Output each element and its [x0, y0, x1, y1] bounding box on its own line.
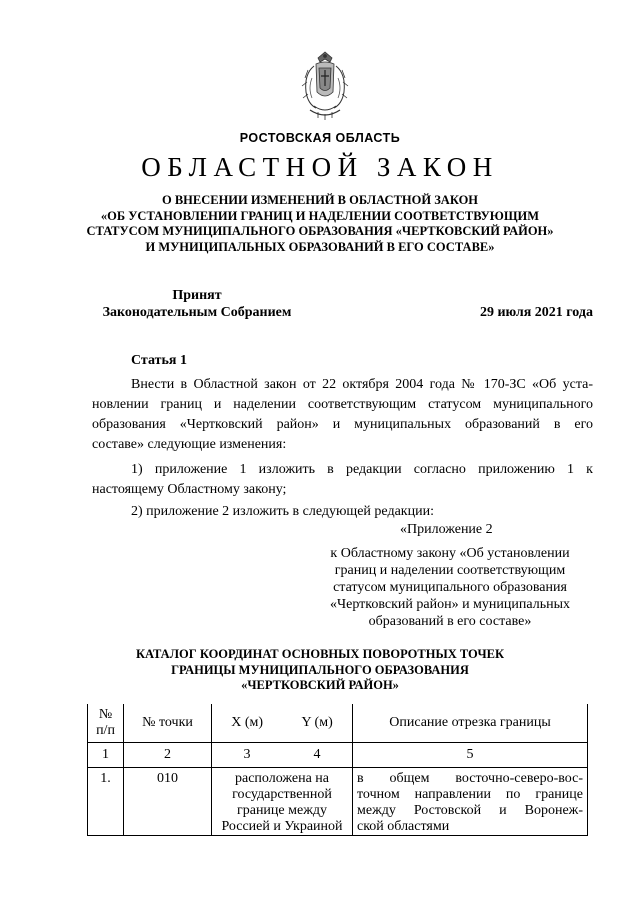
paragraph-line: 1) приложение 1 изложить в редакции согласно приложению 1 к — [131, 462, 593, 477]
header-description: Описание отрезка границы — [353, 704, 588, 743]
table-header-row — [88, 704, 588, 743]
numbering-cell: 2 — [124, 743, 212, 768]
appendix-line: к Областному закону «Об установлении — [330, 546, 570, 561]
catalog-title-line: «ЧЕРТКОВСКИЙ РАЙОН» — [241, 678, 399, 692]
amendment-item-1 — [92, 460, 593, 500]
header-point: № точки — [124, 704, 212, 743]
subtitle-line: СТАТУСОМ МУНИЦИПАЛЬНОГО ОБРАЗОВАНИЯ «ЧЕРТКОВСКИЙ РАЙОН» — [86, 224, 554, 238]
paragraph-line: 2) приложение 2 изложить в следующей редакции: — [131, 504, 434, 519]
catalog-title-line: КАТАЛОГ КООРДИНАТ ОСНОВНЫХ ПОВОРОТНЫХ ТОЧЕК — [135, 647, 505, 661]
row-point: 010 — [124, 768, 212, 836]
paragraph-line: Внести в Областной закон от 22 октября 2004 года № 170-ЗС «Об уста- — [131, 377, 593, 392]
paragraph-line: настоящему Областному закону; — [92, 482, 287, 497]
rostov-coat-of-arms-emblem — [296, 48, 354, 124]
header-number-symbol: № — [98, 707, 113, 722]
header-x: X (м) — [231, 715, 264, 730]
subtitle-line: И МУНИЦИПАЛЬНЫХ ОБРАЗОВАНИЙ В ЕГО СОСТАВЕ» — [145, 239, 495, 254]
law-subtitle — [60, 193, 580, 255]
xy-note-line: расположена на — [235, 771, 329, 786]
appendix-title: «Приложение 2 — [400, 522, 493, 537]
region-name: РОСТОВСКАЯ ОБЛАСТЬ — [239, 131, 401, 145]
table-row — [88, 768, 588, 836]
appendix-line: образований в его составе» — [368, 614, 532, 629]
numbering-cell: 4 — [313, 747, 321, 762]
adoption-block — [92, 287, 302, 321]
article-title: Статья 1 — [131, 353, 187, 368]
article-paragraph — [92, 375, 593, 455]
paragraph-line: новлении границ и наделении соответствующим статусом муниципального — [92, 397, 593, 412]
table-numbering-row — [88, 743, 588, 768]
row-number: 1. — [88, 768, 124, 836]
xy-note-line: границе между — [236, 803, 327, 818]
header-number-abbrev: п/п — [96, 723, 115, 738]
coordinates-table — [87, 704, 588, 836]
appendix-line: «Чертковский район» и муниципальных — [330, 597, 570, 612]
subtitle-line: О ВНЕСЕНИИ ИЗМЕНЕНИЙ В ОБЛАСТНОЙ ЗАКОН — [161, 193, 479, 207]
catalog-title — [60, 647, 580, 694]
description-line: в общем восточно-северо-вос- — [357, 771, 583, 786]
description-line: точном направлении по границе — [357, 787, 583, 802]
header-xy — [212, 704, 353, 743]
adoption-line: Принят — [172, 288, 222, 303]
paragraph-line: образования «Чертковский район» и муниципальных образований в его — [92, 417, 593, 432]
row-description — [353, 768, 588, 836]
catalog-title-line: ГРАНИЦЫ МУНИЦИПАЛЬНОГО ОБРАЗОВАНИЯ — [171, 662, 469, 677]
numbering-cell: 5 — [353, 743, 588, 768]
header-y: Y (м) — [301, 715, 333, 730]
subtitle-line: «ОБ УСТАНОВЛЕНИИ ГРАНИЦ И НАДЕЛЕНИИ СООТВЕТСТВУЮЩИМ — [100, 208, 540, 223]
appendix-line: статусом муниципального образования — [333, 580, 567, 595]
paragraph-line: составе» следующие изменения: — [92, 437, 287, 452]
row-xy-note — [212, 768, 353, 836]
numbering-cell: 1 — [88, 743, 124, 768]
xy-note-line: Россией и Украиной — [221, 819, 343, 834]
numbering-cell: 3 — [243, 747, 251, 762]
amendment-item-2 — [92, 502, 593, 522]
law-title: ОБЛАСТНОЙ ЗАКОН — [141, 152, 499, 182]
numbering-cell — [212, 743, 353, 768]
xy-note-line: государственной — [232, 787, 332, 802]
adoption-date: 29 июля 2021 года — [479, 305, 593, 320]
description-line: ской областями — [357, 819, 450, 834]
appendix-description — [300, 545, 600, 630]
header-number — [88, 704, 124, 743]
appendix-line: границ и наделении соответствующим — [334, 563, 566, 578]
adoption-body: Законодательным Собранием — [102, 305, 292, 320]
description-line: между Ростовской и Воронеж- — [357, 803, 583, 818]
